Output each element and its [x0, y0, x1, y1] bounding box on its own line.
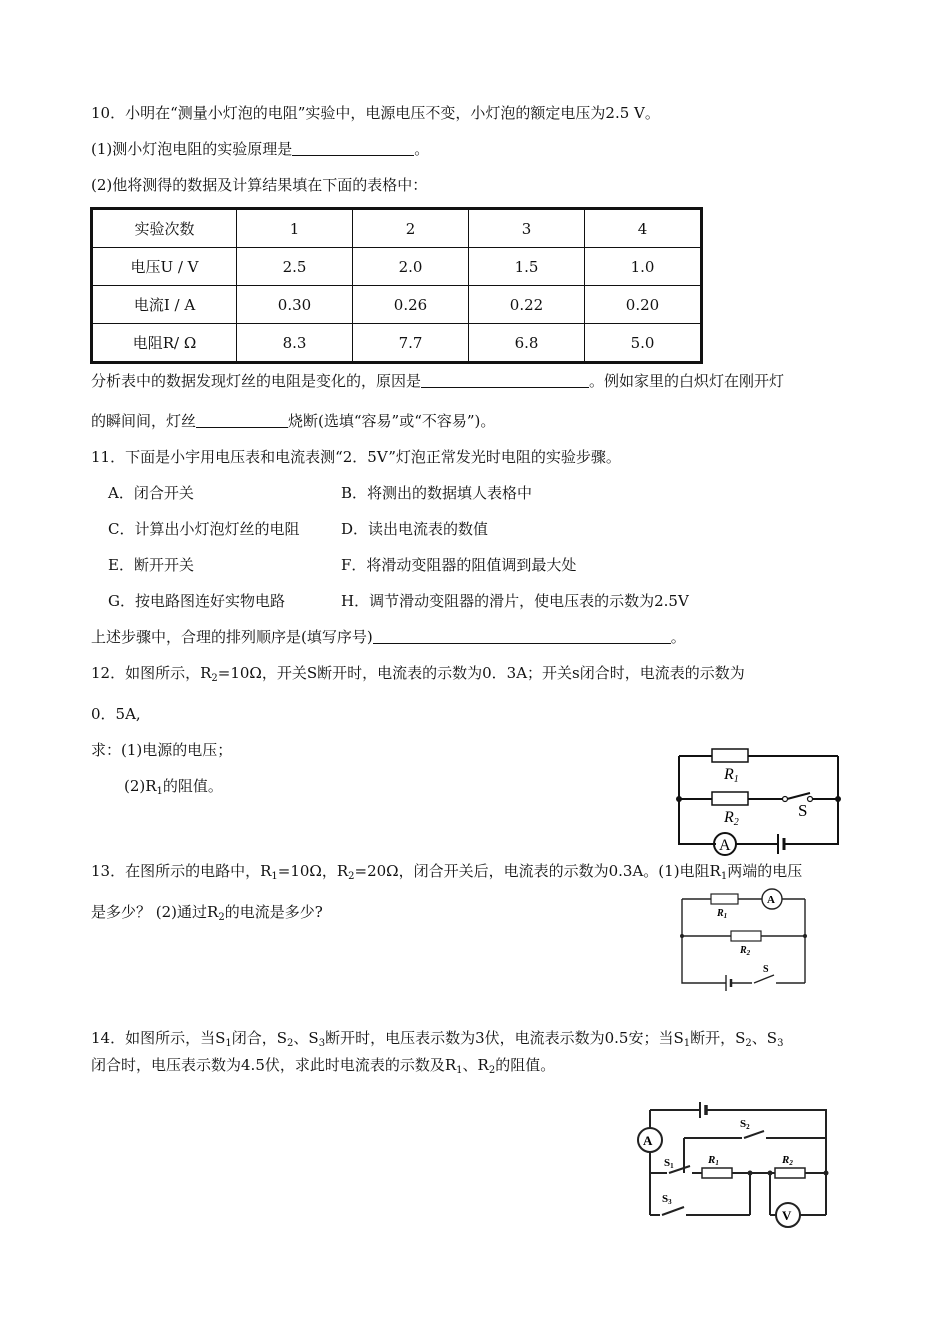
table-cell: 6.8 — [469, 324, 585, 363]
q14-sub: 2 — [287, 1038, 294, 1049]
q13-stem — [91, 861, 802, 881]
q10-line2 — [91, 411, 495, 431]
ammeter-label: A — [719, 837, 731, 854]
q12-text: 12．如图所示，R — [91, 664, 212, 682]
q12-ask2-text: 的阻值。 — [162, 777, 223, 795]
q14-text: 14．如图所示，当S — [91, 1029, 226, 1047]
s3-label: S3 — [662, 1193, 672, 1206]
q14-text: 闭合，S — [231, 1029, 288, 1047]
voltmeter-label: V — [782, 1208, 792, 1223]
q13-sub: 2 — [348, 871, 355, 882]
table-row — [92, 248, 702, 286]
q14-stem-cont — [91, 1055, 555, 1075]
table-cell: 电阻R/ Ω — [92, 324, 237, 363]
r2-label: R2 — [782, 1154, 793, 1167]
q10-analysis-end: 。例如家里的白炽灯在刚开灯 — [589, 372, 785, 390]
q14-text: 闭合时，电压表示数为4.5伏，求此时电流表的示数及R — [91, 1056, 457, 1074]
q10-analysis — [91, 371, 784, 391]
q10-line2-blank[interactable] — [196, 412, 288, 428]
q13-stem-cont — [91, 902, 323, 922]
q10-line2-text: 的瞬间间，灯丝 — [91, 412, 197, 430]
r2-label: R2 — [724, 809, 739, 828]
q14-text: 断开时，电压表示数为3伏，电流表示数为0.5安；当S — [325, 1029, 684, 1047]
q13-sub: 1 — [720, 871, 728, 882]
q14-circuit-diagram — [632, 1098, 832, 1230]
q13-text: 两端的电压 — [727, 862, 803, 880]
q11-option-d: D．读出电流表的数值 — [341, 520, 489, 538]
q14-stem — [91, 1028, 783, 1048]
q12-ask2 — [124, 776, 223, 796]
q11-option-b: B．将测出的数据填人表格中 — [341, 484, 533, 502]
table-cell: 1 — [237, 209, 353, 248]
table-cell: 1.0 — [585, 248, 702, 286]
q14-text: 、S — [293, 1029, 319, 1047]
q12-ask2-sub: 1 — [156, 786, 163, 797]
table-cell: 0.22 — [469, 286, 585, 324]
q14-sub: 1 — [225, 1038, 232, 1049]
q11-option-h: H．调节滑动变阻器的滑片，使电压表的示数为2.5V — [341, 592, 689, 610]
q14-text: 断开，S — [690, 1029, 746, 1047]
r1-label: R1 — [724, 766, 739, 785]
table-row — [92, 286, 702, 324]
ammeter-label: A — [643, 1133, 653, 1148]
q13-text: =20Ω，闭合开关后，电流表的示数为0.3A。(1)电阻R — [354, 862, 721, 880]
q14-sub: 2 — [488, 1065, 496, 1076]
q12-stem — [91, 663, 745, 683]
q13-circuit-diagram — [674, 883, 814, 993]
table-cell: 5.0 — [585, 324, 702, 363]
r1-label: R1 — [708, 1154, 719, 1167]
table-cell: 7.7 — [353, 324, 469, 363]
q10-line2-end: 烧断(选填“容易”或“不容易”)。 — [288, 412, 496, 430]
q14-sub: 1 — [456, 1065, 463, 1076]
q14-sub: 3 — [777, 1038, 784, 1049]
table-cell: 实验次数 — [92, 209, 237, 248]
q13-text: 的电流是多少? — [224, 903, 323, 921]
table-cell: 0.20 — [585, 286, 702, 324]
q14-sub: 3 — [318, 1038, 326, 1049]
q10-analysis-blank[interactable] — [421, 372, 589, 388]
q11-order-blank[interactable] — [373, 628, 671, 644]
q11-option-g: G．按电路图连好实物电路 — [108, 592, 285, 610]
q12-ask2-text: (2)R — [124, 777, 157, 795]
q14-sub: 1 — [683, 1038, 691, 1049]
table-cell: 1.5 — [469, 248, 585, 286]
q10-part1-end: 。 — [414, 140, 430, 158]
q13-sub: 1 — [271, 871, 278, 882]
q12-text: =10Ω，开关S断开时，电流表的示数为0．3A；开关s闭合时，电流表的示数为 — [217, 664, 745, 682]
q11-option-e: E．断开开关 — [108, 556, 194, 574]
q14-text: 、R — [462, 1056, 489, 1074]
table-cell: 8.3 — [237, 324, 353, 363]
q13-text: =10Ω，R — [277, 862, 349, 880]
q12-sub: 2 — [211, 673, 218, 684]
r1-label: $R_1$ — [717, 908, 728, 920]
q14-text: 、S — [751, 1029, 778, 1047]
q14-text: 的阻值。 — [495, 1056, 556, 1074]
s1-label: S1 — [664, 1157, 674, 1170]
table-row — [92, 324, 702, 363]
q14-sub: 2 — [745, 1038, 752, 1049]
q11-stem: 11．下面是小宇用电压表和电流表测“2．5V”灯泡正常发光时电阻的实验步骤。 — [91, 448, 621, 466]
q11-order-text: 上述步骤中，合理的排列顺序是(填写序号) — [91, 628, 373, 646]
r2-label: $R_2$ — [740, 945, 751, 957]
q12-stem-cont: 0．5A, — [91, 705, 141, 723]
table-cell: 0.26 — [353, 286, 469, 324]
table-cell: 4 — [585, 209, 702, 248]
q10-part1-text: (1)测小灯泡电阻的实验原理是 — [91, 140, 293, 158]
q11-order-end: 。 — [670, 628, 686, 646]
table-cell: 0.30 — [237, 286, 353, 324]
table-header-row — [92, 209, 702, 248]
switch-label: S — [763, 964, 769, 975]
s2-label: S2 — [740, 1118, 750, 1131]
q13-text: 是多少？ (2)通过R — [91, 903, 219, 921]
switch-label: S — [798, 801, 808, 820]
q12-ask1: 求：(1)电源的电压； — [91, 741, 233, 759]
q11-order — [91, 627, 686, 647]
q13-sub: 2 — [218, 912, 225, 923]
table-cell: 2.5 — [237, 248, 353, 286]
data-table — [90, 207, 703, 364]
q11-option-f: F．将滑动变阻器的阻值调到最大处 — [341, 556, 577, 574]
q10-part1 — [91, 139, 429, 159]
table-cell: 2 — [353, 209, 469, 248]
table-cell: 2.0 — [353, 248, 469, 286]
table-cell: 电压U / V — [92, 248, 237, 286]
q12-circuit-diagram — [672, 742, 847, 860]
q10-stem: 10．小明在“测量小灯泡的电阻”实验中，电源电压不变，小灯泡的额定电压为2.5 V。 — [91, 104, 660, 122]
q10-part2: (2)他将测得的数据及计算结果填在下面的表格中： — [91, 176, 428, 194]
ammeter-label: A — [767, 894, 775, 906]
table-cell: 电流I / A — [92, 286, 237, 324]
q11-option-c: C．计算出小灯泡灯丝的电阻 — [108, 520, 300, 538]
q13-text: 13．在图所示的电路中，R — [91, 862, 272, 880]
q11-option-a: A．闭合开关 — [108, 484, 194, 502]
q10-analysis-text: 分析表中的数据发现灯丝的电阻是变化的，原因是 — [91, 372, 422, 390]
q10-part1-blank[interactable] — [292, 140, 414, 156]
table-cell: 3 — [469, 209, 585, 248]
